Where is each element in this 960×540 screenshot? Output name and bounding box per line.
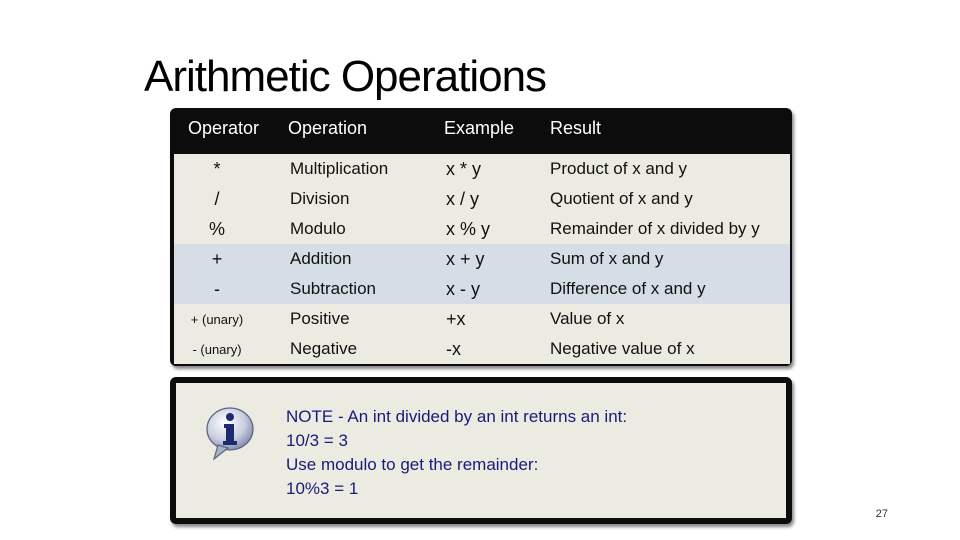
row-result: Quotient of x and y — [550, 189, 693, 208]
row-operation: Modulo — [290, 219, 346, 238]
row-operation: Negative — [290, 339, 358, 358]
row-operator: + (unary) — [190, 312, 244, 327]
row-operation: Addition — [290, 249, 352, 268]
header-operator: Operator — [188, 118, 260, 138]
row-operation: Subtraction — [290, 279, 376, 298]
row-result: Product of x and y — [550, 159, 688, 178]
row-example: x - y — [446, 279, 480, 299]
note-line: 10/3 = 3 — [286, 431, 348, 450]
row-result: Negative value of x — [550, 339, 695, 358]
row-example: x / y — [446, 189, 480, 209]
table-row — [174, 214, 790, 244]
note-box — [170, 377, 792, 524]
row-result: Value of x — [550, 309, 625, 328]
slide-title: Arithmetic Operations — [144, 52, 547, 101]
info-icon — [204, 405, 256, 461]
row-operator: - (unary) — [192, 342, 242, 357]
row-example: -x — [446, 339, 461, 359]
table-row — [174, 304, 790, 334]
table-body — [174, 154, 790, 364]
note-line: Use modulo to get the remainder: — [286, 455, 539, 474]
table-row — [174, 184, 790, 214]
note-text — [286, 405, 627, 501]
page-number: 27 — [875, 508, 888, 520]
note-line: NOTE - An int divided by an int returns an int: — [286, 407, 628, 426]
table-header — [170, 108, 792, 150]
note-panel — [176, 383, 786, 518]
table-row — [174, 154, 790, 184]
row-operator: + — [211, 249, 223, 269]
row-operator: / — [214, 189, 220, 209]
table-row — [174, 334, 790, 364]
row-example: +x — [446, 309, 466, 329]
row-example: x % y — [446, 219, 491, 239]
header-result: Result — [550, 118, 602, 138]
table-row — [174, 274, 790, 304]
row-result: Difference of x and y — [550, 279, 706, 298]
row-operation: Multiplication — [290, 159, 389, 178]
row-result: Sum of x and y — [550, 249, 664, 268]
header-example: Example — [444, 118, 515, 138]
operations-table — [170, 108, 792, 366]
row-example: x + y — [446, 249, 485, 269]
row-operation: Positive — [290, 309, 350, 328]
row-operator: - — [214, 279, 220, 299]
row-operator: % — [208, 219, 225, 239]
header-operation: Operation — [288, 118, 368, 138]
note-line: 10%3 = 1 — [286, 479, 359, 498]
row-operation: Division — [290, 189, 350, 208]
table-row — [174, 244, 790, 274]
row-operator: * — [213, 159, 221, 179]
row-result: Remainder of x divided by y — [550, 219, 760, 238]
row-example: x * y — [446, 159, 482, 179]
